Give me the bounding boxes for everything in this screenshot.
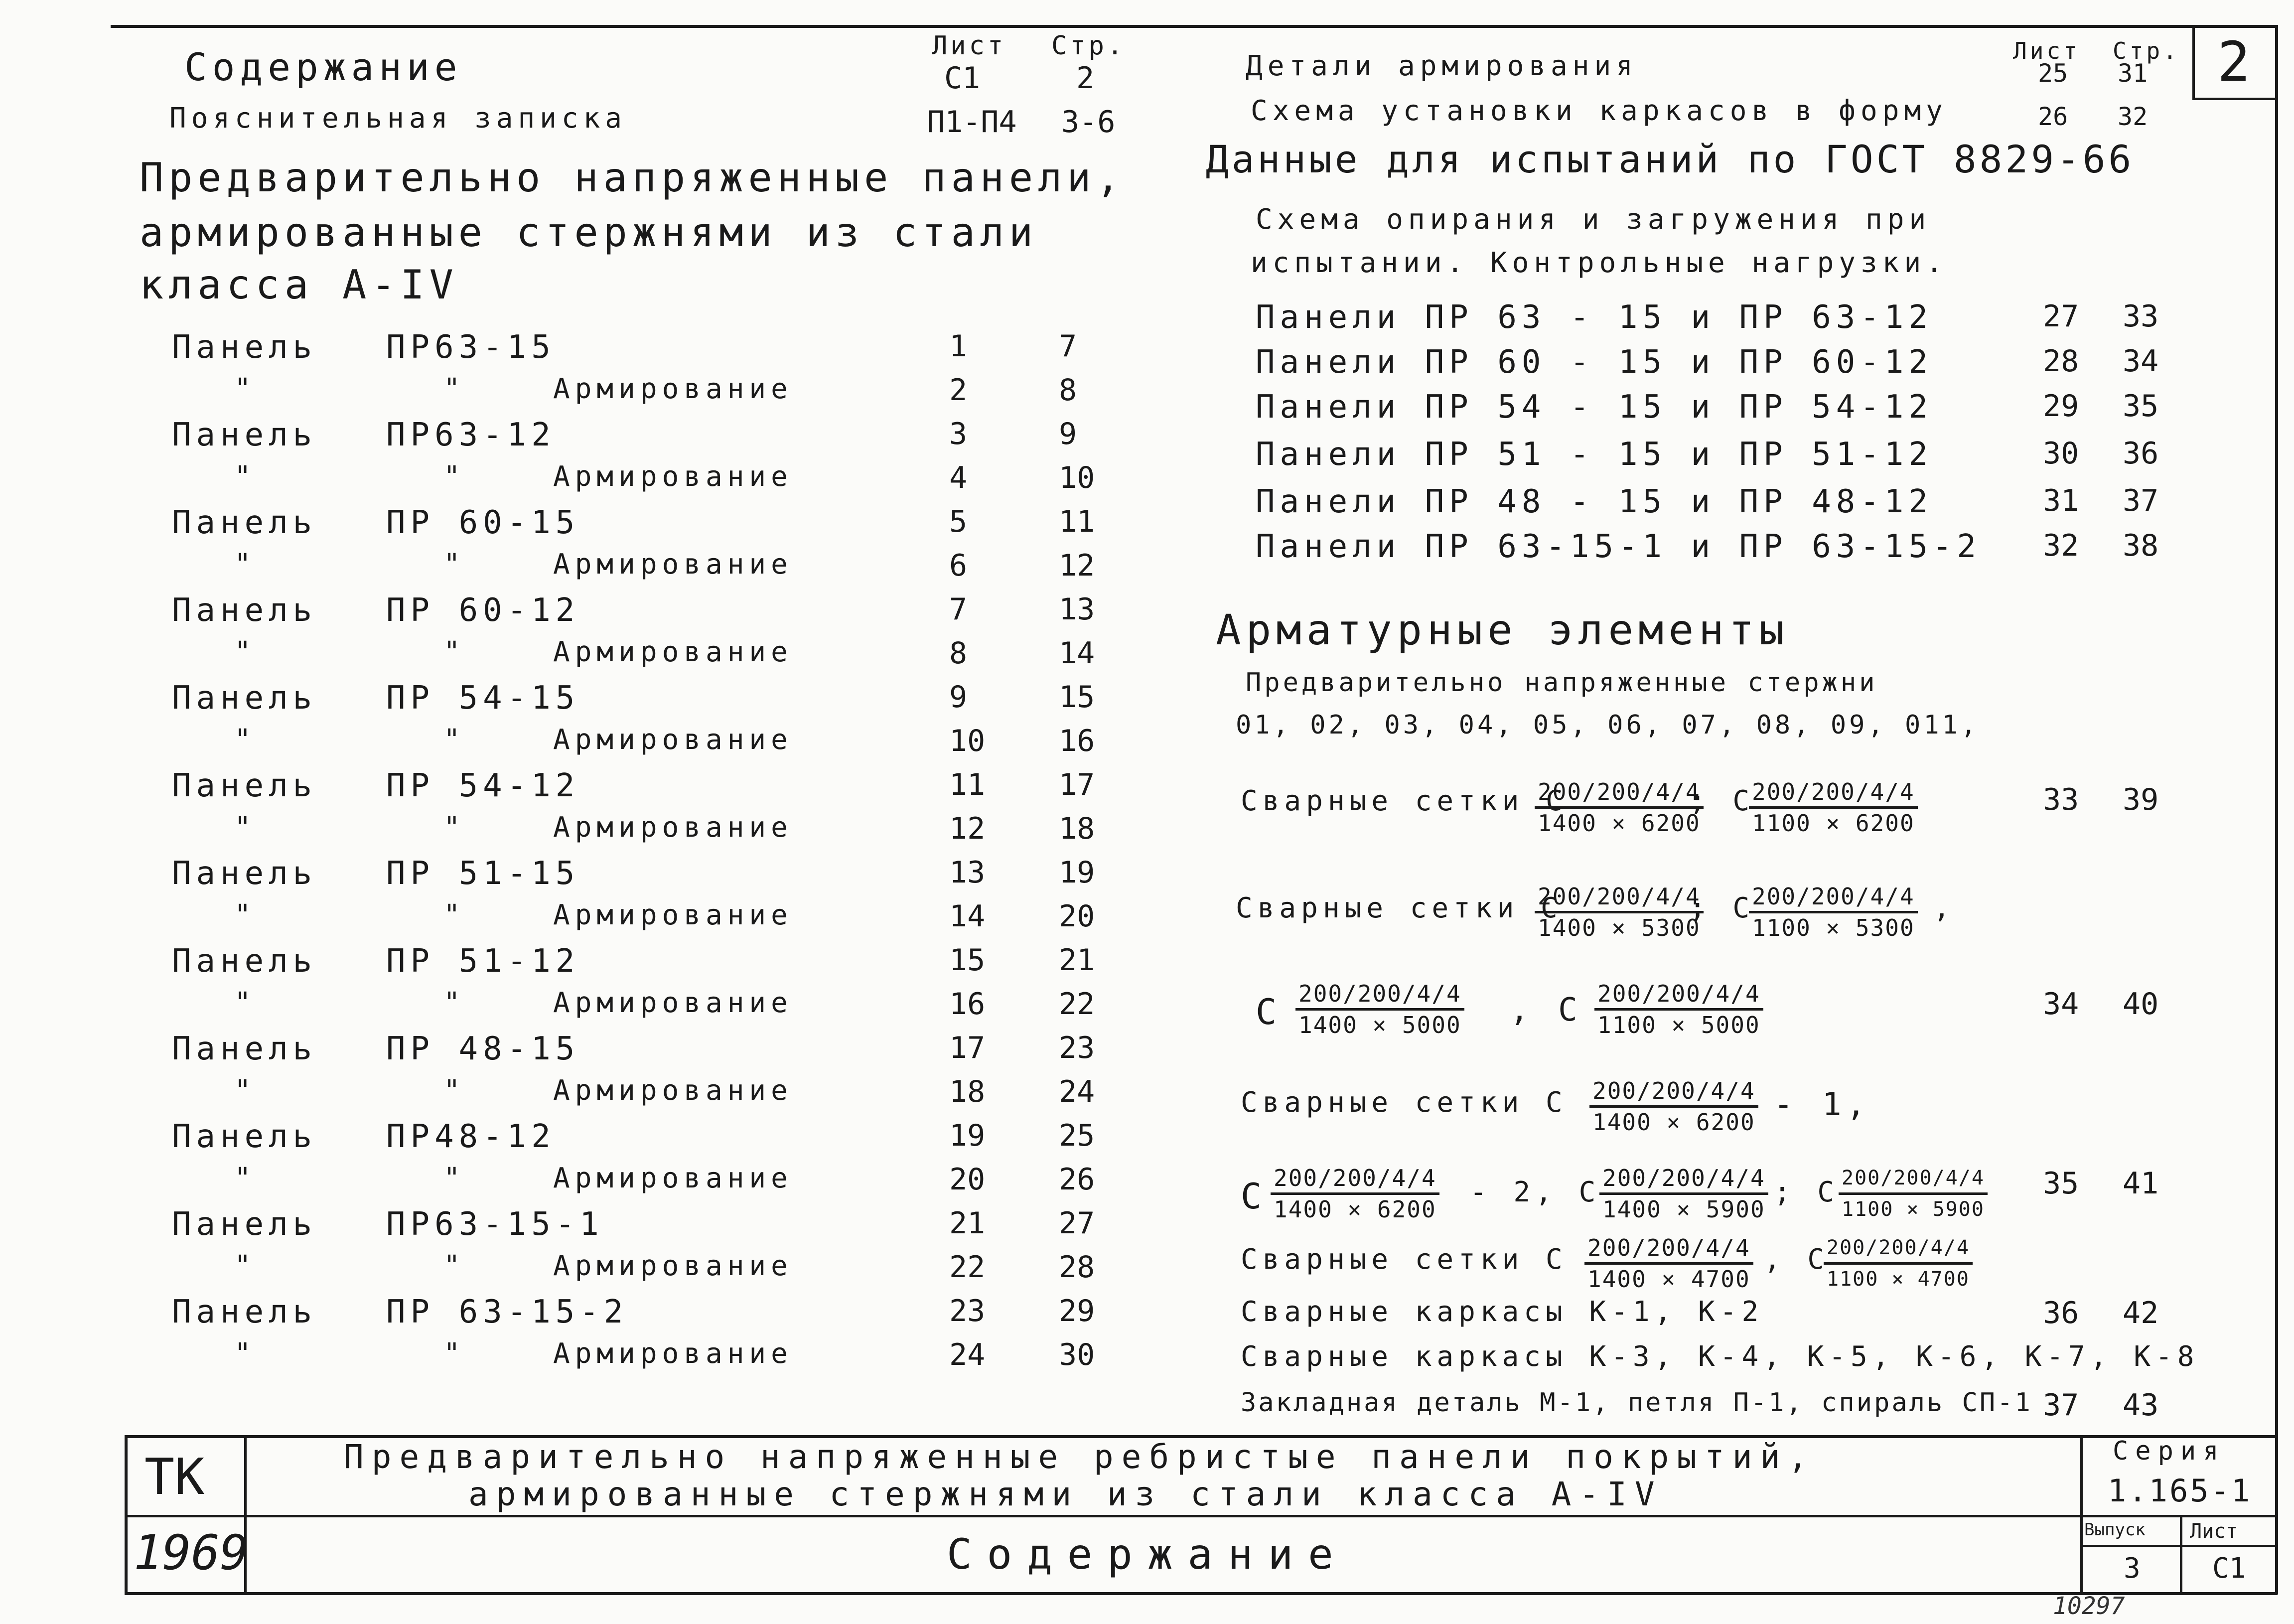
row-note: Армирование [553,1074,793,1107]
explanatory-note-label: Пояснительная записка [169,102,627,135]
row-ditto-label: " [234,460,256,493]
stamp-title-line2: армированные стержнями из стали класса А-IV [468,1475,1663,1513]
fraction-numerator: 200/200/4/4 [1271,1164,1439,1195]
row-label: Панель [172,1031,317,1067]
row-sheet-number: 22 [949,1250,986,1285]
row-ditto-code: " [443,811,465,844]
frames1-page: 42 [2123,1296,2159,1330]
test-data-heading: Данные для испытаний по ГОСТ 8829-66 [1206,137,2135,181]
stamp-left-line [125,1435,128,1595]
stamp-sheet-title: Содержание [947,1530,1348,1579]
row-page-number: 21 [1059,943,1095,978]
mesh5-mid1: - 2, С [1470,1176,1601,1208]
row-label: Панель [172,767,317,804]
mesh4-label: Сварные сетки С [1241,1086,1568,1119]
row-ditto-label: " [234,724,256,756]
row-code: ПР63-15 [386,329,556,366]
embedded-label: Закладная деталь М-1, петля П-1, спираль СП-1 [1241,1388,2032,1418]
frames1-sheet: 36 [2043,1296,2079,1330]
test-row-sheet: 29 [2043,389,2079,424]
row-page-number: 28 [1059,1250,1095,1285]
row-page-number: 19 [1059,855,1095,890]
row-sheet-number: 20 [949,1162,986,1197]
row-label: Панель [172,855,317,892]
fraction-numerator: 200/200/4/4 [1584,1233,1753,1265]
mesh1-page: 39 [2123,782,2159,817]
fraction-denominator: 1400 × 5900 [1602,1196,1765,1223]
test-row-sheet: 32 [2043,528,2079,563]
test-row-text: Панели ПР 54 - 15 и ПР 54-12 [1256,389,1933,426]
frame-scheme-page: 32 [2118,102,2148,131]
row-label: Панель [172,1118,317,1155]
fraction-denominator: 1100 × 4700 [1827,1268,1970,1291]
fraction-denominator: 1100 × 5300 [1752,914,1915,941]
row-page-number: 13 [1059,592,1095,627]
row-code: ПР63-12 [386,417,556,453]
row-page-number: 7 [1059,329,1077,364]
fraction-numerator: 200/200/4/4 [1749,777,1918,809]
row-sheet-number: 14 [949,899,986,934]
mesh4-fraction-a [1589,1076,1758,1137]
row-sheet-number: 17 [949,1031,986,1065]
mesh1-sep: ; С [1689,785,1755,817]
rebar-heading: Арматурные элементы [1216,605,1789,654]
explanatory-note-sheet: П1-П4 [927,105,1017,140]
fraction-denominator: 1400 × 5300 [1538,914,1701,941]
section-heading-line1: Предварительно напряженные панели, [140,154,1125,201]
row-label: Панель [172,504,317,541]
fraction-numerator: 200/200/4/4 [1295,979,1464,1011]
row-sheet-number: 9 [949,680,968,715]
mesh6-fraction-b [1824,1233,1973,1294]
row-ditto-code: " [443,636,465,668]
row-note: Армирование [553,899,793,931]
test-row-sheet: 28 [2043,344,2079,379]
mesh5-sheet: 35 [2043,1166,2079,1201]
stamp-sheet-label: Лист [2190,1520,2238,1543]
stamp-series-value: 1.165-1 [2108,1473,2252,1509]
row-page-number: 26 [1059,1162,1095,1197]
stamp-series-divider [2080,1435,2083,1595]
sheet-number-box-left [2192,25,2195,100]
row-ditto-code: " [443,1074,465,1107]
fraction-denominator: 1100 × 6200 [1752,810,1915,837]
archive-number: 10297 [2053,1592,2125,1620]
details-sheet: 25 [2038,59,2068,88]
explanatory-note-page: 3-6 [1061,105,1116,140]
top-border-line [111,25,2277,28]
row-code: ПР63-15-1 [386,1206,604,1243]
row-ditto-label: " [234,1337,256,1370]
row-note: Армирование [553,460,793,493]
stamp-issue-value: 3 [2124,1552,2141,1585]
title-sheet: С1 [944,61,981,96]
mesh5-fraction-b [1599,1164,1768,1224]
row-sheet-number: 23 [949,1294,986,1329]
mesh5-page: 41 [2123,1166,2159,1201]
row-ditto-code: " [443,987,465,1019]
row-note: Армирование [553,548,793,581]
stamp-title-line1: Предварительно напряженные ребристые панели покрытий, [344,1438,1816,1476]
row-sheet-number: 13 [949,855,986,890]
row-note: Армирование [553,1250,793,1282]
mesh5-fraction-a [1271,1164,1439,1224]
rebar-sub2: 01, 02, 03, 04, 05, 06, 07, 08, 09, 011, [1236,710,1980,740]
row-ditto-label: " [234,811,256,844]
col-header-sheet-left: Лист [932,31,1006,61]
fraction-numerator: 200/200/4/4 [1589,1076,1758,1108]
fraction-numerator: 200/200/4/4 [1749,882,1918,913]
row-sheet-number: 15 [949,943,986,978]
row-page-number: 22 [1059,987,1095,1022]
row-page-number: 24 [1059,1074,1095,1109]
mesh5-fraction-c [1839,1164,1988,1224]
stamp-series-label: Серия [2113,1436,2226,1466]
row-sheet-number: 3 [949,417,968,451]
row-page-number: 9 [1059,417,1077,451]
row-sheet-number: 24 [949,1337,986,1372]
mesh1-label: Сварные сетки С [1241,785,1568,817]
fraction-numerator: 200/200/4/4 [1594,979,1763,1011]
row-page-number: 17 [1059,767,1095,802]
embedded-sheet: 37 [2043,1388,2079,1423]
test-row-page: 34 [2123,344,2159,379]
stamp-middle-line [125,1515,2277,1517]
row-ditto-label: " [234,1074,256,1107]
fraction-numerator: 200/200/4/4 [1535,777,1704,809]
frame-scheme-label: Схема установки каркасов в форму [1251,95,1948,127]
mesh4-end: - 1, [1774,1086,1871,1123]
row-code: ПР 54-15 [386,680,580,717]
row-ditto-code: " [443,1250,465,1282]
fraction-denominator: 1100 × 5000 [1597,1012,1760,1038]
row-ditto-label: " [234,987,256,1019]
stamp-bottom-line [125,1592,2277,1595]
row-code: ПР 60-15 [386,504,580,541]
fraction-numerator: 200/200/4/4 [1599,1164,1768,1195]
fraction-numerator: 200/200/4/4 [1839,1164,1988,1195]
row-note: Армирование [553,1162,793,1194]
row-note: Армирование [553,1337,793,1370]
col-header-page-left: Стр. [1051,31,1126,61]
stamp-issue-label: Выпуск [2084,1520,2146,1540]
mesh3-c: С [1256,992,1282,1033]
sheet-number-box: 2 [2217,30,2251,94]
row-page-number: 11 [1059,504,1095,539]
row-ditto-label: " [234,1162,256,1194]
row-page-number: 20 [1059,899,1095,934]
frames1-label: Сварные каркасы К-1, К-2 [1241,1296,1764,1328]
row-ditto-code: " [443,1337,465,1370]
row-sheet-number: 10 [949,724,986,758]
embedded-page: 43 [2123,1388,2159,1423]
row-sheet-number: 8 [949,636,968,671]
row-ditto-code: " [443,373,465,405]
mesh1-sheet: 33 [2043,782,2079,817]
row-sheet-number: 12 [949,811,986,846]
row-page-number: 27 [1059,1206,1095,1241]
row-ditto-code: " [443,548,465,581]
mesh6-label: Сварные сетки С [1241,1243,1568,1276]
mesh2-fraction-a [1535,882,1704,942]
mesh2-fraction-b [1749,882,1918,942]
row-note: Армирование [553,636,793,668]
row-page-number: 12 [1059,548,1095,583]
row-sheet-number: 5 [949,504,968,539]
row-label: Панель [172,592,317,629]
test-row-text: Панели ПР 48 - 15 и ПР 48-12 [1256,483,1933,520]
row-label: Панель [172,680,317,717]
row-page-number: 16 [1059,724,1095,758]
row-page-number: 18 [1059,811,1095,846]
test-row-page: 37 [2123,483,2159,518]
row-page-number: 29 [1059,1294,1095,1329]
row-code: ПР 54-12 [386,767,580,804]
row-label: Панель [172,943,317,980]
test-row-page: 36 [2123,436,2159,471]
test-row-sheet: 31 [2043,483,2079,518]
row-page-number: 10 [1059,460,1095,495]
title-page: 2 [1076,61,1095,96]
test-row-page: 33 [2123,299,2159,334]
row-sheet-number: 7 [949,592,968,627]
test-row-text: Панели ПР 60 - 15 и ПР 60-12 [1256,344,1933,381]
mesh2-end: , [1933,892,1955,924]
row-sheet-number: 6 [949,548,968,583]
row-code: ПР 51-15 [386,855,580,892]
row-ditto-code: " [443,724,465,756]
mesh3-fraction-a [1295,979,1464,1039]
fraction-denominator: 1400 × 5000 [1298,1012,1461,1038]
test-row-page: 35 [2123,389,2159,424]
row-sheet-number: 16 [949,987,986,1022]
row-code: ПР48-12 [386,1118,556,1155]
mesh5-c: С [1241,1176,1267,1217]
test-row-sheet: 30 [2043,436,2079,471]
stamp-org: ТК [144,1448,205,1506]
rebar-sub1: Предварительно напряженные стержни [1246,668,1878,698]
row-ditto-code: " [443,899,465,931]
details-page: 31 [2118,59,2148,88]
stamp-issue-divider [2180,1515,2182,1595]
row-sheet-number: 21 [949,1206,986,1241]
mesh3-sep: , С [1510,992,1582,1029]
frames2-label: Сварные каркасы К-3, К-4, К-5, К-6, К-7, К-8 [1241,1340,2199,1373]
section-heading-line2: армированные стержнями из стали [140,209,1038,256]
row-code: ПР 48-15 [386,1031,580,1067]
row-page-number: 8 [1059,373,1077,408]
mesh2-sep: ; С [1689,892,1755,924]
row-label: Панель [172,417,317,453]
row-ditto-code: " [443,460,465,493]
mesh6-fraction-a [1584,1233,1753,1294]
row-sheet-number: 1 [949,329,968,364]
test-row-text: Панели ПР 63 - 15 и ПР 63-12 [1256,299,1933,336]
stamp-issue-label-line [2080,1545,2277,1547]
section-heading-line3: класса А-IV [140,262,458,308]
fraction-numerator: 200/200/4/4 [1824,1233,1973,1265]
right-border-line [2275,25,2278,1595]
contents-title: Содержание [184,45,462,89]
row-sheet-number: 4 [949,460,968,495]
row-ditto-label: " [234,1250,256,1282]
row-page-number: 25 [1059,1118,1095,1153]
row-sheet-number: 19 [949,1118,986,1153]
row-label: Панель [172,1294,317,1330]
fraction-numerator: 200/200/4/4 [1535,882,1704,913]
row-code: ПР 63-15-2 [386,1294,628,1330]
test-row-text: Панели ПР 63-15-1 и ПР 63-15-2 [1256,528,1981,565]
sheet-number-box-bottom [2192,98,2277,100]
row-sheet-number: 11 [949,767,986,802]
col-header-page-right: Стр. [2113,37,2180,64]
row-note: Армирование [553,724,793,756]
test-sub-line1: Схема опирания и загружения при [1256,203,1931,236]
test-row-text: Панели ПР 51 - 15 и ПР 51-12 [1256,436,1933,473]
row-ditto-label: " [234,899,256,931]
row-label: Панель [172,329,317,366]
row-code: ПР 60-12 [386,592,580,629]
row-ditto-label: " [234,636,256,668]
row-page-number: 15 [1059,680,1095,715]
mesh3-page: 40 [2123,987,2159,1022]
fraction-denominator: 1400 × 6200 [1274,1196,1436,1223]
mesh5-mid2: ; С [1774,1176,1840,1208]
fraction-denominator: 1100 × 5900 [1842,1198,1985,1221]
row-ditto-label: " [234,373,256,405]
row-page-number: 14 [1059,636,1095,671]
frame-scheme-sheet: 26 [2038,102,2068,131]
fraction-denominator: 1400 × 6200 [1538,810,1701,837]
mesh3-sheet: 34 [2043,987,2079,1022]
row-note: Армирование [553,811,793,844]
row-note: Армирование [553,987,793,1019]
row-page-number: 23 [1059,1031,1095,1065]
mesh6-sep: , С [1764,1243,1830,1276]
mesh1-fraction-a [1535,777,1704,838]
row-ditto-label: " [234,548,256,581]
fraction-denominator: 1400 × 4700 [1587,1266,1750,1293]
stamp-year: 1969 [134,1525,249,1581]
row-sheet-number: 18 [949,1074,986,1109]
stamp-sheet-value: С1 [2212,1552,2246,1585]
test-sub-line2: испытании. Контрольные нагрузки. [1251,247,1948,279]
row-page-number: 30 [1059,1337,1095,1372]
test-row-sheet: 27 [2043,299,2079,334]
test-row-page: 38 [2123,528,2159,563]
mesh3-fraction-b [1594,979,1763,1039]
row-label: Панель [172,1206,317,1243]
row-sheet-number: 2 [949,373,968,408]
details-label: Детали армирования [1246,50,1638,82]
fraction-denominator: 1400 × 6200 [1592,1109,1755,1136]
row-note: Армирование [553,373,793,405]
row-code: ПР 51-12 [386,943,580,980]
mesh2-label: Сварные сетки С [1236,892,1563,924]
col-header-sheet-right: Лист [2013,37,2080,64]
row-ditto-code: " [443,1162,465,1194]
mesh1-fraction-b [1749,777,1918,838]
